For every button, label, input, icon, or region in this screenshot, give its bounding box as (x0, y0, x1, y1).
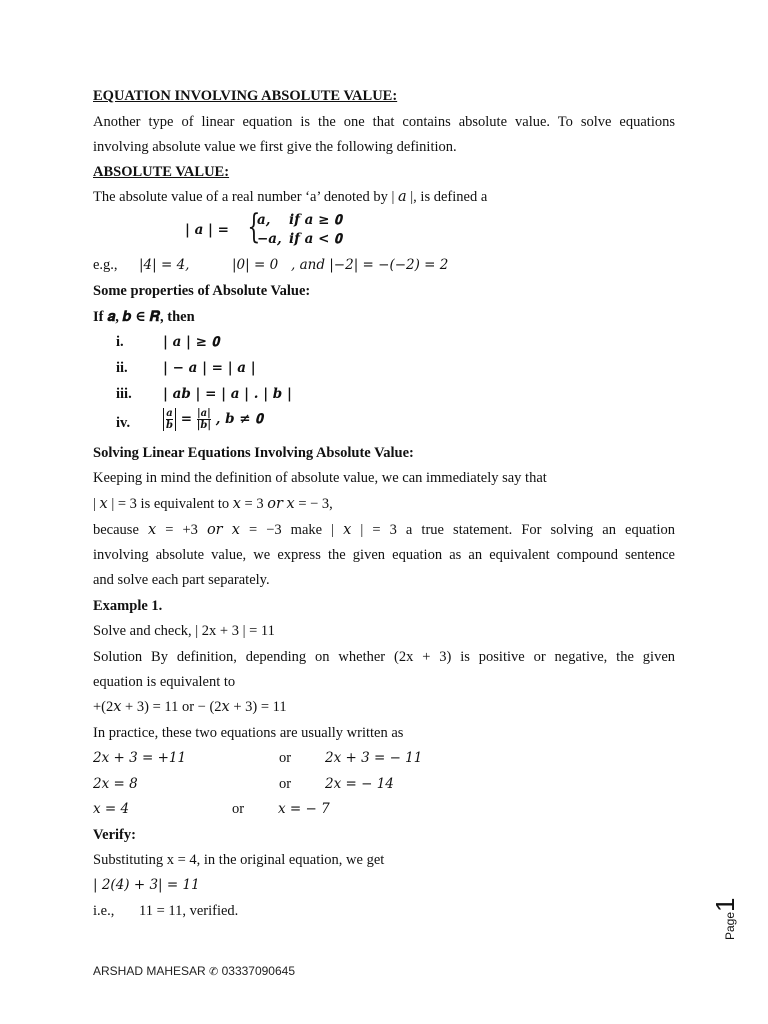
property-4-rhs-numerator: |𝒂| (196, 408, 211, 419)
definition-case1-value: 𝒂, (257, 212, 271, 228)
property-expr-2: | − 𝒂 | = | 𝒂 | (163, 360, 256, 376)
examples-label: e.g., (93, 257, 118, 273)
property-num-1: i. (116, 334, 124, 350)
property-4-rhs-denominator: |𝒃| (196, 420, 211, 431)
page-number-value: 1 (710, 897, 740, 912)
solving-line-5: and solve each part separately. (93, 572, 270, 588)
verify-heading: Verify: (93, 827, 136, 843)
step-row-3 (93, 801, 675, 821)
property-expr-3: | 𝒂𝒃 | = | 𝒂 | . | 𝒃 | (163, 386, 292, 402)
phone-icon: ✆ (209, 966, 219, 978)
definition-brace: { (247, 207, 261, 247)
property-4-lhs-denominator: 𝒃 (166, 420, 173, 431)
example-line-1: Solve and check, | 2x + 3 | = 11 (93, 623, 275, 639)
step-row-2 (93, 776, 675, 796)
property-expr-4 (163, 408, 263, 431)
heading-absolute-value: ABSOLUTE VALUE: (93, 164, 230, 180)
solving-line-4: involving absolute value, we express the given equation as an equivalent compound sentence (93, 547, 675, 563)
verify-label: i.e., (93, 903, 115, 919)
example-abs-0: |0| = 0 (232, 257, 279, 273)
footer-phone: 03337090645 (221, 964, 296, 978)
property-expr-1: | 𝒂 | ≥ 𝟎 (163, 334, 220, 350)
step-3-or: or (232, 801, 245, 817)
examples-line (93, 257, 675, 277)
page-footer (93, 964, 295, 978)
example-line-2: Solution By definition, depending on whether (2x + 3) is positive or negative, the given (93, 649, 675, 665)
page-number (710, 880, 750, 940)
verify-line-1: Substituting x = 4, in the original equation, we get (93, 852, 385, 868)
solving-line-1: Keeping in mind the definition of absolute value, we can immediately say that (93, 470, 547, 486)
example-line-4: +(2𝑥 + 3) = 11 or − (2𝑥 + 3) = 11 (93, 699, 287, 715)
step-1-right: 2𝑥 + 3 = − 11 (325, 750, 423, 766)
verify-row-3 (93, 903, 675, 923)
definition-lhs: | 𝒂 | = (185, 222, 229, 238)
definition-case1-condition: 𝒊𝒇 𝒂 ≥ 𝟎 (289, 212, 342, 228)
step-2-right: 2𝑥 = − 14 (325, 776, 394, 792)
solving-heading: Solving Linear Equations Involving Absolute Value: (93, 445, 414, 461)
page-label: Page (723, 911, 737, 940)
footer-author: ARSHAD MAHESAR (93, 964, 206, 978)
verify-line-3: 11 = 11, verified. (139, 903, 239, 919)
heading-equation-absolute-value: EQUATION INVOLVING ABSOLUTE VALUE: (93, 88, 398, 104)
step-2-left: 2𝑥 = 8 (93, 776, 138, 792)
property-num-2: ii. (116, 360, 128, 376)
step-3-right: 𝑥 = − 7 (278, 801, 330, 817)
property-num-4: iv. (116, 415, 131, 431)
property-4-lhs-numerator: 𝒂 (166, 408, 173, 419)
solving-line-2: | 𝑥 | = 3 is equivalent to 𝑥 = 3 𝑜𝑟 𝑥 = − 3, (93, 496, 333, 512)
example-abs-neg2: , and |−2| = −(−2) = 2 (291, 257, 449, 273)
property-4-equals: = (180, 411, 193, 427)
properties-condition: If 𝒂, 𝒃 ∈ 𝑹, then (93, 309, 195, 325)
definition-case2-condition: 𝒊𝒇 𝒂 < 𝟎 (289, 231, 342, 247)
example-abs-4: |4| = 4, (139, 257, 190, 273)
example-line-5: In practice, these two equations are usually written as (93, 725, 404, 741)
step-1-left: 2𝑥 + 3 = +11 (93, 750, 187, 766)
definition-case2-value: −𝒂, (257, 231, 282, 247)
property-4-tail: , 𝒃 ≠ 𝟎 (215, 411, 263, 427)
step-row-1 (93, 750, 675, 770)
definition-line: The absolute value of a real number ‘a’ denoted by | 𝑎 |, is defined a (93, 189, 488, 205)
intro-line-2: involving absolute value we first give the following definition. (93, 139, 457, 155)
example-line-3: equation is equivalent to (93, 674, 236, 690)
verify-line-2: | 2(4) + 3| = 11 (93, 877, 200, 893)
step-1-or: or (279, 750, 292, 766)
step-2-or: or (279, 776, 292, 792)
properties-heading: Some properties of Absolute Value: (93, 283, 311, 299)
example-heading: Example 1. (93, 598, 163, 614)
intro-line-1: Another type of linear equation is the one that contains absolute value. To solve equations (93, 114, 675, 130)
step-3-left: 𝑥 = 4 (93, 801, 130, 817)
property-num-3: iii. (116, 386, 132, 402)
definition-formula (93, 207, 493, 252)
solving-line-3: because 𝑥 = +3 𝑜𝑟 𝑥 = −3 make | 𝑥 | = 3 a true statement. For solving an equation (93, 522, 675, 538)
property-4-lhs-abs (163, 408, 176, 431)
